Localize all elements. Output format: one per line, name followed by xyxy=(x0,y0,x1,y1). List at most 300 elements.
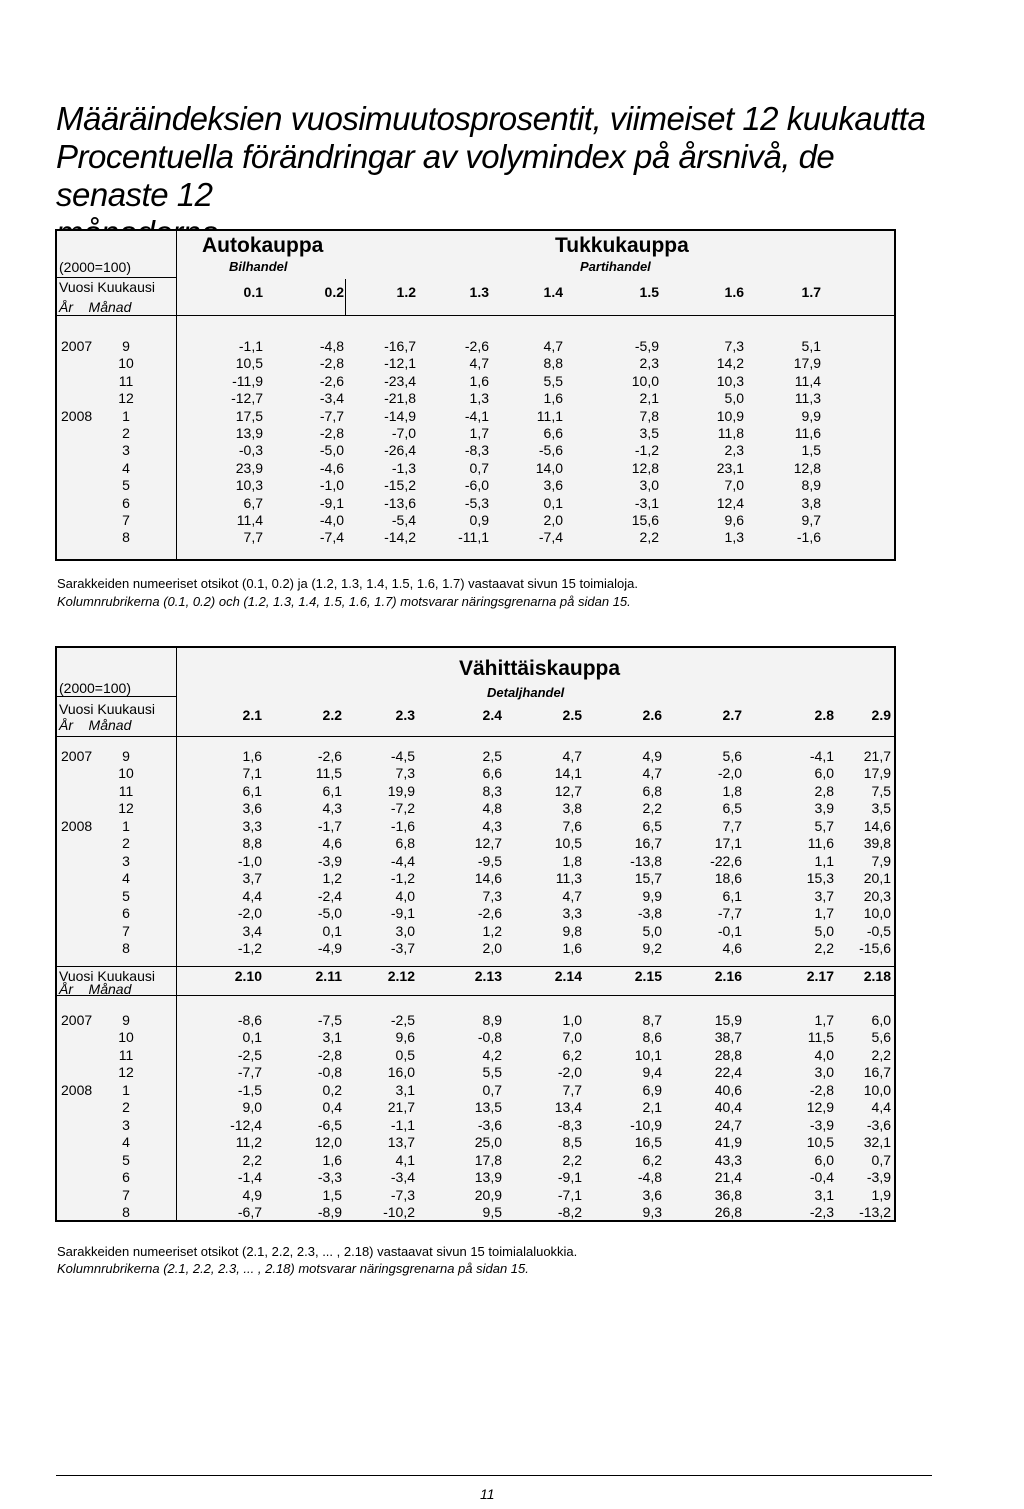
month-label: 9 xyxy=(122,748,130,764)
table-cell: -8,2 xyxy=(557,1203,582,1220)
table-cell: 19,9 xyxy=(387,782,415,799)
table-cell: -3,9 xyxy=(809,1116,834,1133)
table-cell: 6,1 xyxy=(722,887,742,904)
table-cell: 9,9 xyxy=(642,887,662,904)
column-code: 2.10 xyxy=(234,968,262,984)
table-cell: 5,0 xyxy=(814,922,834,939)
month-label: 4 xyxy=(122,870,130,887)
column-code: 2.6 xyxy=(642,707,662,723)
table-cell: -1,5 xyxy=(237,1081,262,1098)
month-label: 5 xyxy=(122,1151,130,1168)
table-cell: 14,6 xyxy=(474,870,502,887)
table-cell: 1,9 xyxy=(871,1186,891,1203)
table-cell: -7,2 xyxy=(390,800,415,817)
table-cell: -7,7 xyxy=(717,905,742,922)
table-cell: -3,6 xyxy=(477,1116,502,1133)
table-cell: 23,1 xyxy=(716,459,744,476)
table-cell: 40,4 xyxy=(714,1099,742,1116)
title-finnish: Määräindeksien vuosimuutosprosentit, viimeiset 12 kuukautta xyxy=(56,100,926,137)
table-cell: 32,1 xyxy=(863,1134,891,1151)
table-cell: 6,1 xyxy=(322,782,342,799)
table-cell: 1,1 xyxy=(814,852,834,869)
table-cell: 6,0 xyxy=(814,765,834,782)
table-cell: 2,2 xyxy=(639,529,659,546)
table-cell: 4,7 xyxy=(562,748,582,764)
table-cell: 17,5 xyxy=(235,407,263,424)
table-cell: 10,5 xyxy=(235,355,263,372)
table-cell: -1,0 xyxy=(237,852,262,869)
table-cell: 8,5 xyxy=(562,1134,582,1151)
month-label: 11 xyxy=(118,1046,134,1063)
month-label: 6 xyxy=(122,1169,130,1186)
table-cell: -5,6 xyxy=(538,442,563,459)
table-cell: 5,1 xyxy=(801,338,821,354)
table-cell: 10,0 xyxy=(863,1081,891,1098)
table-cell: 5,6 xyxy=(722,748,742,764)
month-label: 3 xyxy=(122,442,130,459)
month-label: 8 xyxy=(122,939,130,956)
table-cell: 13,5 xyxy=(474,1099,502,1116)
table-cell: 20,1 xyxy=(863,870,891,887)
table-cell: -11,9 xyxy=(232,372,263,389)
table-cell: 3,4 xyxy=(242,922,262,939)
column-code: 2.3 xyxy=(395,707,415,723)
table-cell: 1,7 xyxy=(469,425,489,441)
table-cell: 7,3 xyxy=(482,887,502,904)
table-cell: 9,0 xyxy=(242,1099,262,1116)
table-cell: -4,5 xyxy=(390,748,415,764)
page-number: 11 xyxy=(480,1486,495,1502)
table-cell: -4,6 xyxy=(319,459,344,476)
table-cell: -16,7 xyxy=(384,338,416,354)
table-cell: 3,5 xyxy=(871,800,891,817)
table-cell: 3,1 xyxy=(395,1081,415,1098)
table-cell: 6,5 xyxy=(722,800,742,817)
table-cell: -23,4 xyxy=(384,372,416,389)
table-cell: -7,1 xyxy=(557,1186,582,1203)
table-cell: 2,2 xyxy=(814,939,834,956)
table-cell: -2,5 xyxy=(237,1046,262,1063)
table-cell: 9,9 xyxy=(801,407,821,424)
table-cell: -2,6 xyxy=(464,338,489,354)
table-cell: 36,8 xyxy=(714,1186,742,1203)
table-cell: 3,1 xyxy=(814,1186,834,1203)
table-cell: 4,7 xyxy=(642,765,662,782)
table-cell: -3,4 xyxy=(390,1169,415,1186)
table-cell: 8,6 xyxy=(642,1029,662,1046)
table-cell: -14,2 xyxy=(384,529,416,546)
table-cell: 28,8 xyxy=(714,1046,742,1063)
month-label: 6 xyxy=(122,905,130,922)
table-cell: 25,0 xyxy=(474,1134,502,1151)
table-cell: 5,7 xyxy=(814,817,834,834)
table-cell: -2,5 xyxy=(390,1012,415,1028)
table-cell: 23,9 xyxy=(235,459,263,476)
table-cell: -15,2 xyxy=(384,477,416,494)
table-cell: 0,2 xyxy=(322,1081,342,1098)
note1-fi: Sarakkeiden numeeriset otsikot (0.1, 0.2) ja (1.2, 1.3, 1.4, 1.5, 1.6, 1.7) vastaavat sivun 15 toimialoja. xyxy=(57,576,638,591)
table-cell: 10,3 xyxy=(716,372,744,389)
table-cell: 21,4 xyxy=(714,1169,742,1186)
table-cell: 4,0 xyxy=(814,1046,834,1063)
table-cell: -1,4 xyxy=(237,1169,262,1186)
table-cell: 9,5 xyxy=(482,1203,502,1220)
row-header-sv-2: År Månad xyxy=(59,981,132,997)
table-cell: 3,0 xyxy=(639,477,659,494)
table-cell: 6,6 xyxy=(482,765,502,782)
table-cell: 4,4 xyxy=(242,887,262,904)
table-cell: 1,6 xyxy=(469,372,489,389)
table-cell: 5,5 xyxy=(482,1064,502,1081)
table-cell: 2,0 xyxy=(543,512,563,528)
table-cell: 11,5 xyxy=(315,765,342,782)
table-cell: 13,9 xyxy=(474,1169,502,1186)
table-cell: 0,1 xyxy=(322,922,342,939)
table-cell: -9,1 xyxy=(319,494,344,511)
table-cell: 7,7 xyxy=(722,817,742,834)
table-cell: 17,9 xyxy=(793,355,821,372)
table-cell: 39,8 xyxy=(863,835,891,852)
table-cell: 15,9 xyxy=(714,1012,742,1028)
group-bilhandel: Bilhandel xyxy=(229,259,288,274)
table-cell: -10,2 xyxy=(383,1203,415,1220)
table-cell: -4,8 xyxy=(637,1169,662,1186)
table-cell: 3,5 xyxy=(639,425,659,441)
column-code: 2.12 xyxy=(387,968,415,984)
table-cell: 1,5 xyxy=(801,442,821,459)
table-cell: 2,1 xyxy=(639,390,659,407)
table-cell: -8,9 xyxy=(317,1203,342,1220)
table-cell: 7,5 xyxy=(871,782,891,799)
table-cell: -2,0 xyxy=(717,765,742,782)
table-cell: -7,4 xyxy=(538,529,563,546)
month-label: 1 xyxy=(122,407,130,424)
table-cell: -4,8 xyxy=(319,338,344,354)
table-cell: 8,9 xyxy=(482,1012,502,1028)
table-cell: -5,9 xyxy=(634,338,659,354)
table-cell: 43,3 xyxy=(714,1151,742,1168)
table-cell: -10,9 xyxy=(630,1116,662,1133)
table-cell: 1,6 xyxy=(322,1151,342,1168)
table-cell: -1,1 xyxy=(238,338,263,354)
month-label: 7 xyxy=(122,922,130,939)
table-cell: 4,2 xyxy=(482,1046,502,1063)
table-cell: 0,7 xyxy=(871,1151,891,1168)
table-cell: 7,6 xyxy=(562,817,582,834)
table-cell: 2,2 xyxy=(642,800,662,817)
table-cell: 2,2 xyxy=(562,1151,582,1168)
table-cell: 2,0 xyxy=(482,939,502,956)
month-label: 3 xyxy=(122,852,130,869)
table-cell: 1,0 xyxy=(562,1012,582,1028)
table-cell: 1,8 xyxy=(562,852,582,869)
table-cell: 26,8 xyxy=(714,1203,742,1220)
month-label: 8 xyxy=(122,1203,130,1220)
table-cell: -4,1 xyxy=(809,748,834,764)
column-code: 1.3 xyxy=(469,284,489,300)
table-cell: 1,5 xyxy=(322,1186,342,1203)
group-tukkukauppa: Tukkukauppa xyxy=(555,234,689,257)
table-cell: 0,5 xyxy=(395,1046,415,1063)
table-cell: 3,3 xyxy=(562,905,582,922)
table-cell: 3,1 xyxy=(322,1029,342,1046)
table-cell: 6,2 xyxy=(642,1151,662,1168)
table-cell: 11,8 xyxy=(717,425,744,441)
table-cell: 3,6 xyxy=(242,800,262,817)
table-cell: 11,6 xyxy=(794,425,821,441)
table-cell: 10,3 xyxy=(235,477,263,494)
column-code: 1.6 xyxy=(724,284,744,300)
column-code: 1.7 xyxy=(801,284,821,300)
month-label: 10 xyxy=(118,1029,134,1046)
table-cell: 22,4 xyxy=(714,1064,742,1081)
column-code: 2.15 xyxy=(634,968,662,984)
table-cell: -21,8 xyxy=(384,390,416,407)
year-label: 2008 xyxy=(61,407,93,424)
table-cell: 40,6 xyxy=(714,1081,742,1098)
table-cell: -1,0 xyxy=(319,477,344,494)
table-cell: 10,0 xyxy=(863,905,891,922)
table-cell: 14,1 xyxy=(554,765,582,782)
table-cell: 10,9 xyxy=(716,407,744,424)
month-label: 5 xyxy=(122,477,130,494)
group-autokauppa: Autokauppa xyxy=(202,234,324,257)
table-cell: -6,7 xyxy=(237,1203,262,1220)
table-cell: 0,7 xyxy=(469,459,489,476)
table-cell: -2,6 xyxy=(477,905,502,922)
table-cell: 4,7 xyxy=(469,355,489,372)
year-label: 2007 xyxy=(61,338,93,354)
table-cell: 9,4 xyxy=(642,1064,662,1081)
row-header-fi: Vuosi Kuukausi xyxy=(59,279,155,295)
year-label: 2007 xyxy=(61,748,93,764)
table-cell: 0,4 xyxy=(322,1099,342,1116)
table-cell: 6,9 xyxy=(642,1081,662,1098)
month-label: 9 xyxy=(122,1012,130,1028)
table-cell: 10,5 xyxy=(806,1134,834,1151)
table-cell: -2,3 xyxy=(809,1203,834,1220)
table-cell: -1,6 xyxy=(796,529,821,546)
column-code: 0.2 xyxy=(324,284,344,300)
table-cell: 2,5 xyxy=(482,748,502,764)
table-cell: -9,5 xyxy=(477,852,502,869)
month-label: 4 xyxy=(122,459,130,476)
table-cell: 4,7 xyxy=(543,338,563,354)
table-cell: 12,7 xyxy=(474,835,502,852)
table-cell: -2,8 xyxy=(319,355,344,372)
month-label: 6 xyxy=(122,494,130,511)
table-cell: 6,0 xyxy=(814,1151,834,1168)
month-label: 1 xyxy=(122,1081,130,1098)
table-cell: 3,8 xyxy=(562,800,582,817)
table-cell: 8,8 xyxy=(543,355,563,372)
table-cell: -13,6 xyxy=(384,494,416,511)
table-cell: -7,5 xyxy=(317,1012,342,1028)
table-cell: -2,0 xyxy=(557,1064,582,1081)
year-label: 2007 xyxy=(61,1012,93,1028)
table-cell: -4,4 xyxy=(390,852,415,869)
column-code: 2.7 xyxy=(722,707,742,723)
table-cell: -7,0 xyxy=(391,425,416,441)
table-cell: -9,1 xyxy=(557,1169,582,1186)
table-wholesale-auto xyxy=(55,229,896,561)
table-cell: 14,6 xyxy=(863,817,891,834)
table-cell: -3,9 xyxy=(866,1169,891,1186)
table-cell: 3,8 xyxy=(801,494,821,511)
table-cell: 14,2 xyxy=(716,355,744,372)
table-cell: -0,3 xyxy=(238,442,263,459)
column-code: 2.11 xyxy=(315,968,342,984)
table-cell: 13,4 xyxy=(554,1099,582,1116)
table-cell: 15,6 xyxy=(631,512,659,528)
table-cell: 0,1 xyxy=(242,1029,262,1046)
table-cell: 4,6 xyxy=(722,939,742,956)
table-cell: 17,9 xyxy=(863,765,891,782)
table-cell: 10,1 xyxy=(634,1046,662,1063)
table-cell: 11,4 xyxy=(794,372,821,389)
table-cell: 41,9 xyxy=(714,1134,742,1151)
column-code: 1.2 xyxy=(396,284,416,300)
month-label: 10 xyxy=(118,765,134,782)
table-cell: -9,1 xyxy=(390,905,415,922)
table-cell: 6,1 xyxy=(242,782,262,799)
table-cell: -3,3 xyxy=(317,1169,342,1186)
table-cell: 7,7 xyxy=(562,1081,582,1098)
table-cell: -12,4 xyxy=(230,1116,262,1133)
table-cell: 5,5 xyxy=(543,372,563,389)
table-cell: 20,9 xyxy=(474,1186,502,1203)
row-header-fi: Vuosi Kuukausi xyxy=(59,701,155,717)
table-cell: -5,4 xyxy=(391,512,416,528)
table-cell: 8,8 xyxy=(242,835,262,852)
month-label: 9 xyxy=(122,338,130,354)
column-code: 2.14 xyxy=(554,968,582,984)
month-label: 2 xyxy=(122,1099,130,1116)
table-cell: 1,3 xyxy=(724,529,744,546)
table-cell: 7,8 xyxy=(639,407,659,424)
table-cell: -2,4 xyxy=(317,887,342,904)
table-cell: -26,4 xyxy=(384,442,416,459)
base-year-label: (2000=100) xyxy=(59,680,132,696)
table-cell: -6,0 xyxy=(464,477,489,494)
table-cell: 12,8 xyxy=(631,459,659,476)
table-cell: 1,2 xyxy=(322,870,342,887)
table-cell: -4,0 xyxy=(319,512,344,528)
month-label: 2 xyxy=(122,425,130,441)
month-label: 2 xyxy=(122,835,130,852)
table-cell: -7,3 xyxy=(390,1186,415,1203)
table-cell: 3,9 xyxy=(814,800,834,817)
table-cell: 4,1 xyxy=(395,1151,415,1168)
table-cell: 11,2 xyxy=(235,1134,262,1151)
row-header-fi-2: Vuosi Kuukausi xyxy=(59,968,155,984)
table-cell: 2,8 xyxy=(814,782,834,799)
table-cell: -2,6 xyxy=(317,748,342,764)
table-cell: -8,3 xyxy=(557,1116,582,1133)
table-cell: 3,0 xyxy=(814,1064,834,1081)
table-cell: 7,0 xyxy=(724,477,744,494)
table-cell: 24,7 xyxy=(714,1116,742,1133)
column-code: 2.8 xyxy=(814,707,834,723)
table-cell: 10,5 xyxy=(554,835,582,852)
table-cell: 4,9 xyxy=(642,748,662,764)
month-label: 11 xyxy=(118,782,134,799)
table-cell: 12,8 xyxy=(793,459,821,476)
table-cell: 12,0 xyxy=(314,1134,342,1151)
table-cell: -2,0 xyxy=(237,905,262,922)
table-cell: 16,7 xyxy=(634,835,662,852)
table-cell: 6,7 xyxy=(243,494,263,511)
table-cell: 1,7 xyxy=(814,905,834,922)
table-cell: -4,1 xyxy=(464,407,489,424)
table-cell: 13,9 xyxy=(235,425,263,441)
table-cell: 1,3 xyxy=(469,390,489,407)
table-cell: -3,1 xyxy=(634,494,659,511)
table-cell: 0,1 xyxy=(543,494,563,511)
table-cell: -13,2 xyxy=(859,1203,891,1220)
table-cell: 4,8 xyxy=(482,800,502,817)
table-cell: 38,7 xyxy=(714,1029,742,1046)
table-cell: 15,3 xyxy=(806,870,834,887)
month-label: 12 xyxy=(118,390,134,407)
table-cell: 7,9 xyxy=(871,852,891,869)
table-cell: 12,9 xyxy=(806,1099,834,1116)
table-cell: 5,0 xyxy=(642,922,662,939)
table-cell: 8,3 xyxy=(482,782,502,799)
table-cell: 4,7 xyxy=(562,887,582,904)
column-code: 2.1 xyxy=(242,707,262,723)
table-cell: -0,8 xyxy=(477,1029,502,1046)
table-cell: -6,5 xyxy=(317,1116,342,1133)
table-cell: -0,1 xyxy=(717,922,742,939)
table-cell: 9,7 xyxy=(801,512,821,528)
table-cell: -11,1 xyxy=(458,529,489,546)
month-label: 1 xyxy=(122,817,130,834)
table-cell: 5,0 xyxy=(724,390,744,407)
column-code: 2.2 xyxy=(322,707,342,723)
column-code: 2.16 xyxy=(714,968,742,984)
table-cell: -2,6 xyxy=(319,372,344,389)
table-cell: 3,0 xyxy=(395,922,415,939)
table-cell: 1,6 xyxy=(543,390,563,407)
table-cell: 4,3 xyxy=(322,800,342,817)
table-cell: 3,6 xyxy=(642,1186,662,1203)
column-code: 2.9 xyxy=(871,707,891,723)
month-label: 4 xyxy=(122,1134,130,1151)
table-cell: -1,1 xyxy=(390,1116,415,1133)
column-code: 2.13 xyxy=(474,968,502,984)
table-cell: 17,8 xyxy=(474,1151,502,1168)
table-cell: -5,0 xyxy=(319,442,344,459)
column-code: 2.5 xyxy=(562,707,582,723)
column-code: 2.18 xyxy=(863,968,891,984)
table-cell: 12,4 xyxy=(716,494,744,511)
table-cell: -1,2 xyxy=(390,870,415,887)
table-cell: -2,8 xyxy=(809,1081,834,1098)
group-detaljhandel: Detaljhandel xyxy=(487,685,565,700)
month-label: 10 xyxy=(118,355,134,372)
table-cell: 10,0 xyxy=(631,372,659,389)
note1-sv: Kolumnrubrikerna (0.1, 0.2) och (1.2, 1.3, 1.4, 1.5, 1.6, 1.7) motsvarar näringsgrenarna på sidan 15. xyxy=(57,594,631,609)
table-cell: 7,1 xyxy=(242,765,262,782)
table-cell: 11,3 xyxy=(794,390,821,407)
table-cell: 17,1 xyxy=(714,835,742,852)
table-cell: 1,2 xyxy=(482,922,502,939)
table-cell: 9,8 xyxy=(562,922,582,939)
table-cell: 3,7 xyxy=(814,887,834,904)
table-cell: -2,8 xyxy=(319,425,344,441)
note2-sv: Kolumnrubrikerna (2.1, 2.2, 2.3, ... , 2.18) motsvarar näringsgrenarna på sidan 15. xyxy=(57,1261,529,1276)
